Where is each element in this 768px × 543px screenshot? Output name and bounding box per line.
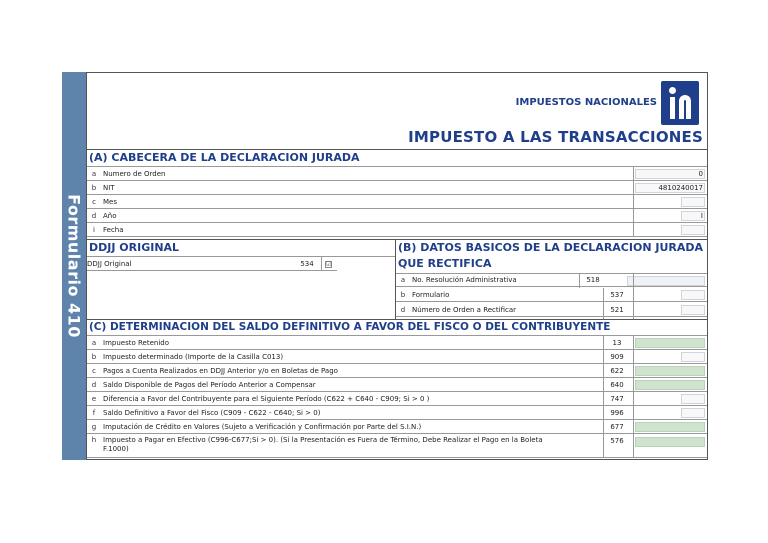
month-field[interactable] xyxy=(681,197,705,207)
ddjj-original-row: DDJJ Original xyxy=(87,257,337,271)
available-balance-field[interactable] xyxy=(635,380,705,390)
section-c-row-g: g Imputación de Crédito en Valores (Sujeto a Verificación y Confirmación por Parte del S.I.N.) xyxy=(87,420,707,434)
section-a-row-order: a Numero de Orden xyxy=(87,167,707,181)
page-title: IMPUESTO A LAS TRANSACCIONES xyxy=(408,128,703,146)
date-field[interactable] xyxy=(681,225,705,235)
section-c-row-a: a Impuesto Retenido xyxy=(87,336,707,350)
ddjj-original-checkbox[interactable]: ☑ xyxy=(326,261,332,268)
form-number-sidebar xyxy=(62,72,86,460)
advance-payments-field[interactable] xyxy=(635,366,705,376)
section-c-row-d: d Saldo Disponible de Pagos del Período Anterior a Compensar xyxy=(87,378,707,392)
year-field[interactable]: I xyxy=(681,211,705,221)
form-number-label: Formulario 410 xyxy=(64,194,84,338)
cash-payment-field[interactable] xyxy=(635,437,705,447)
resolution-field[interactable] xyxy=(627,276,705,286)
form-410: IMPUESTOS NACIONALES IMPUESTO A LAS TRANSACCIONES (A) CABECERA DE LA DECLARACION JURADA a Numero de Orden 0 b NIT 4810240017 c Mes d Año I i Fecha DDJJ ORIGINAL DDJJ Original 534 ☑ (B) DATOS BASICOS DE LA DECLARACION JURADA QUE RECTIFICA a No. Resolución Administrativa 518 b Formulario 537 d Número de Orden a Rectificar 521 (C) DETERMINACION DEL SALDO DEFINITIVO A FAVOR DEL FISCO O DEL CONTRIBUYENTE a Impuesto Retenido 13 b Impuesto determinado (Importe de la Casilla C013) 909 c Pagos a Cuenta Realizados en DDJJ Anterior y/o en Boletas de Pago 622 d Saldo Disponible de Pagos del Período Anterior a Compensar 640 e Diferencia a Favor del Contribuyente para el Siguiente Período (C622 + C640 - C909; Si > 0 ) 747 f Saldo Definitivo a Favor del Fisco (C909 - C622 - C640; Si > 0) 996 g Imputación de Crédito en Valores (Sujeto a Verificación y Confirmación por Parte del S.I.N.) 677 h Impuesto a Pagar en Efectivo (C996-C677;Si > 0). (Si la Presentación es Fuera de Término, Debe Realizar el Pago en la Boleta F.1000) 576 xyxy=(86,72,708,460)
nit-field[interactable]: 4810240017 xyxy=(635,183,705,193)
section-c-row-f: f Saldo Definitivo a Favor del Fisco (C909 - C622 - C640; Si > 0) xyxy=(87,406,707,420)
section-c-row-e: e Diferencia a Favor del Contribuyente para el Siguiente Período (C622 + C640 - C909; Si > 0 ) xyxy=(87,392,707,406)
credit-imputation-field[interactable] xyxy=(635,422,705,432)
section-a-row-year: d Año xyxy=(87,209,707,223)
section-b-row-resolution: a No. Resolución Administrativa xyxy=(396,273,707,287)
section-c-row-b: b Impuesto determinado (Importe de la Casilla C013) xyxy=(87,350,707,364)
order-rectify-field[interactable] xyxy=(681,305,705,315)
section-a-row-date: i Fecha xyxy=(87,223,707,237)
ddjj-original-title: DDJJ ORIGINAL xyxy=(89,241,180,254)
section-c-row-h: h Impuesto a Pagar en Efectivo (C996-C677;Si > 0). (Si la Presentación es Fuera de Término, Debe Realizar el Pago en la Boleta F.1000) xyxy=(87,434,707,458)
section-a-row-month: c Mes xyxy=(87,195,707,209)
section-a-row-nit: b NIT xyxy=(87,181,707,195)
determined-tax-field[interactable] xyxy=(681,352,705,362)
section-b-row-order-rectify: d Número de Orden a Rectificar xyxy=(396,303,707,317)
form-field[interactable] xyxy=(681,290,705,300)
section-b-title-line2: QUE RECTIFICA xyxy=(398,257,492,270)
definitive-balance-field[interactable] xyxy=(681,408,705,418)
order-number-field[interactable]: 0 xyxy=(635,169,705,179)
section-c-title: (C) DETERMINACION DEL SALDO DEFINITIVO A FAVOR DEL FISCO O DEL CONTRIBUYENTE xyxy=(89,321,611,333)
section-a-title: (A) CABECERA DE LA DECLARACION JURADA xyxy=(89,151,360,164)
section-b-title: (B) DATOS BASICOS DE LA DECLARACION JURADA xyxy=(398,241,704,254)
ddjj-original-code: 534 xyxy=(300,260,314,268)
section-b-row-form: b Formulario xyxy=(396,288,707,302)
logo-text: IMPUESTOS NACIONALES xyxy=(515,97,657,108)
taxpayer-difference-field[interactable] xyxy=(681,394,705,404)
retained-tax-field[interactable] xyxy=(635,338,705,348)
section-c-row-c: c Pagos a Cuenta Realizados en DDJJ Anterior y/o en Boletas de Pago xyxy=(87,364,707,378)
impuestos-nacionales-logo-icon xyxy=(661,81,699,125)
